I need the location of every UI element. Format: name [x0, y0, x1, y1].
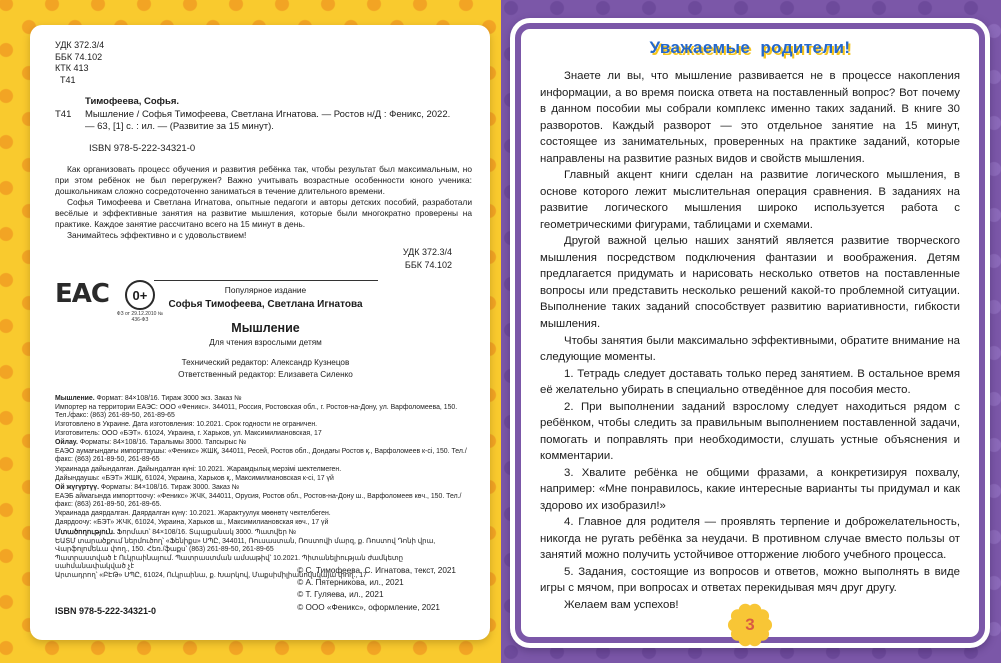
imprint-line-text: Форматы: 84×108/16. Таралымы 3000. Тапсырыс №	[77, 439, 247, 447]
isbn-bottom: ISBN 978-5-222-34321-0	[55, 606, 157, 616]
imprint-page	[30, 25, 490, 640]
classification-code: КТК 413	[55, 63, 89, 74]
author-heading: Тимофеева, Софья.	[85, 95, 180, 107]
annotation-paragraph: Как организовать процесс обучения и развития ребёнка так, чтобы результат был максимальным, но при этом ребёнок не был перегружен? Важно учитывать возрастные особенности юного ученика: дошкольникам сложно сосредоточенно заниматься в течение длительного времени.	[55, 164, 472, 197]
imprint-line	[55, 430, 470, 438]
eac-mark: ЕАС	[55, 279, 109, 309]
copyright-block	[297, 565, 456, 614]
technical-editor: Технический редактор: Александр Кузнецов	[181, 357, 350, 367]
bbk-code: ББК 74.102	[404, 260, 452, 271]
annotation-paragraph: Софья Тимофеева и Светлана Игнатова, опытные педагоги и авторы детских пособий, разработали весёлые и эффективные занятия на развитие мышления, которые были многократно проверены на практике. Каждое занятие рассчитано всего на 15 минут в день.	[55, 197, 472, 230]
classification-codes	[55, 40, 476, 87]
imprint-line-text: ЕАЭО аумағындағы импорттаушы: «Феникс» ЖШҚ, 344011, Ресей, Ростов обл., Дондағы Ростов қ., Варфоломеев к-сі, 150. Тел./факс: (863) 261-89-50, 261-89-65	[55, 448, 467, 464]
classification-code: УДК 372.3/4	[55, 40, 105, 50]
imprint-line	[55, 448, 470, 464]
certification-marks	[55, 280, 164, 324]
imprint-line	[55, 439, 470, 447]
imprint-line-lead: Мышление.	[55, 394, 95, 402]
authors-line: Софья Тимофеева, Светлана Игнатова	[168, 298, 363, 310]
imprint-line	[55, 404, 470, 420]
age-rating-mark: 0+	[125, 280, 155, 310]
intro-paragraph: 1. Тетрадь следует доставать только перед занятием. В остальное время её желательно убирать в специально отведённое для пособия место.	[540, 367, 960, 397]
annotation-paragraph: Занимайтесь эффективно и с удовольствием!	[67, 229, 247, 240]
imprint-line-text: Изготовлено в Украине. Дата изготовления: 10.2021. Срок годности не ограничен.	[55, 420, 318, 428]
imprint-line-text: Украинада дайындалған. Дайындалған күні: 10.2021. Жарамдылық мерзімі шектелмеген.	[55, 465, 342, 473]
intro-content	[540, 34, 960, 612]
entry-code: Т41	[55, 108, 72, 120]
intro-paragraph: Знаете ли вы, что мышление развивается не в процессе накопления информации, а во время поиска ответа на поставленный вопрос? Вот почему в данном пособии мы собрали комплекс именно таких заданий. В книге 30 разворотов. Каждый разворот — это отдельное занятие на 15 минут, состоящее из занимательных, проверенных на практике заданий, которые направлены на развитие разных видов и свойств мышления.	[540, 70, 960, 165]
imprint-line-text: Формат: 84×108/16. Тираж 3000 экз. Заказ №	[94, 394, 242, 402]
age-rating-block	[116, 280, 164, 324]
imprint-line-text: Импортер на территории ЕАЭС: ООО «Феникс». 344011, Россия, Ростовская обл., г. Ростов-на-Дону, ул. Варфоломеева, 150. Тел./факс: (863) 261-89-50, 261-89-65	[55, 403, 458, 419]
intro-paragraph: Другой важной целью наших занятий является развитие творческого мышления посредством подключения фантазии и воображения. Детям предлагается придумать и нарисовать несколько ответов на поставленные вопросы или представить несколько решений какой-то проблемной ситуации. Выполнение таких заданий способствует развитию вариативности, гибкости мышления.	[540, 235, 960, 330]
imprint-line-text: Արտադրող՝ «ԲԷԹ» ՍՊԸ, 61024, Ուկրաինա, ք. Խարկով, Մաքսիմիլիանովսկայա փող., 17	[55, 572, 367, 580]
intro-page	[510, 18, 990, 648]
imprint-line	[55, 475, 470, 483]
imprint-line-text: Украинада даярдалган. Даярдалган күнү: 10.2021. Жарактуулук мөөнөтү чектелбеген.	[55, 510, 331, 518]
responsible-editor: Ответственный редактор: Елизавета Силенко	[178, 369, 353, 379]
intro-paragraph: 5. Задания, состоящие из вопросов и ответов, можно выполнять в виде игры с мячом, при вопросах и ответах перекидывая мяч друг другу.	[540, 565, 960, 595]
imprint-line-text: Форматы: 84×108/16. Тираж 3000. Заказ №	[99, 483, 240, 491]
imprint-line-text: Даярдоочу: «БЭТ» ЖЧК, 61024, Украина, Харьков ш., Максимилиановская көч., 17 үй	[55, 519, 329, 527]
edition-type: Популярное издание	[224, 284, 307, 295]
imprint-line	[55, 538, 470, 554]
intro-paragraph: 2. При выполнении заданий взрослому следует находиться рядом с ребёнком, чтобы следить за правильным выполнением поставленной задачи, помогать и поправлять при необходимости, слушать устные объяснения и комментарии.	[540, 400, 960, 463]
imprint-line	[55, 493, 470, 509]
imprint-line-text: ЕАЭБ аймагында импорттоочу: «Феникс» ЖЧК, 344011, Орусия, Ростов обл., Ростов-на-Дону ш., Варфоломеев көч., 150. Тел./факс: (863) 261-89-50, 261-89-65.	[55, 493, 462, 509]
imprint-line	[55, 519, 470, 527]
intro-paragraph: Чтобы занятия были максимально эффективными, обратите внимание на следующие моменты.	[540, 334, 960, 364]
imprint-block	[55, 395, 476, 581]
age-law-text: ФЗ от 29.12.2010 № 436-ФЗ	[116, 311, 164, 324]
page-number: 3	[745, 615, 755, 634]
udk-bbk-right	[55, 246, 476, 273]
entry-text: Мышление / Софья Тимофеева, Светлана Игнатова. — Ростов н/Д : Феникс, 2022. — 63, [1] с. : ил. — (Развитие за 15 минут).	[85, 108, 451, 133]
classification-code: ББК 74.102	[55, 51, 103, 62]
annotation-block	[55, 164, 476, 240]
copyright-line: © С. Тимофеева, С. Игнатова, текст, 2021	[297, 565, 456, 575]
imprint-line	[55, 529, 470, 537]
copyright-line: © Т. Гуляева, ил., 2021	[297, 590, 384, 600]
classification-code: Т41	[60, 75, 76, 86]
copyright-line: © А. Пятерникова, ил., 2021	[297, 578, 404, 588]
imprint-line-text: Дайындаушы: «БЭТ» ЖШҚ, 61024, Украина, Харьков қ., Максимилиановская к-сі, 17 үй	[55, 474, 334, 482]
imprint-line	[55, 421, 470, 429]
imprint-line	[55, 510, 470, 518]
isbn-top: ISBN 978-5-222-34321-0	[89, 143, 196, 155]
divider-line	[154, 280, 378, 281]
book-title: Мышление	[231, 320, 300, 335]
intro-paragraph: 4. Главное для родителя — проявлять терпение и доброжелательность, никогда не ругать ребёнка за неудачи. В противном случае вместо пользы от занятий можно получить устойчивое отторжение любого учебного процесса.	[540, 516, 960, 562]
udk-code: УДК 372.3/4	[402, 246, 452, 257]
intro-paragraph: Желаем вам успехов!	[564, 599, 679, 611]
bibliographic-entry	[55, 109, 455, 134]
imprint-line	[55, 395, 470, 403]
intro-paragraph: 3. Хвалите ребёнка не общими фразами, а конкретизируя похвалу, например: «Мне понравилось, какие интересные варианты ты придумал и как здорово их изобразил!»	[540, 466, 960, 512]
imprint-line-lead: Ойлау.	[55, 439, 78, 447]
imprint-line-lead: Մտածողություն.	[55, 528, 115, 536]
intro-paragraphs	[540, 68, 960, 612]
intro-paragraph: Главный акцент книги сделан на развитие логического мышления, в основе которого лежит мыслительная операция сравнения. В заданиях на развитие логического мышления широко используется работа с геометрическими фигурами, таблицами и схемами.	[540, 169, 960, 231]
imprint-line-text: Ֆորմատ՝ 84×108/16. Տպաքանակ 3000. Պատվեր №	[114, 528, 297, 536]
imprint-line-text: Изготовитель: ООО «БЭТ». 61024, Украина, г. Харьков, ул. Максимилиановская, 17	[55, 430, 322, 438]
editors-block	[55, 357, 476, 381]
page-number-badge	[727, 602, 773, 648]
imprint-line	[55, 484, 470, 492]
imprint-line-lead: Ой жүгүртүү.	[55, 483, 100, 491]
copyright-line: © ООО «Феникс», оформление, 2021	[297, 602, 440, 612]
imprint-line-text: ԵԱՏՄ տարածքում ներմուծող՝ «Ֆենիքս» ՍՊԸ, 344011, Ռուսաստան, Ռոստովի մարզ, ք. Ռոստով Դոնի վրա, Վարֆոլոմեևա փող., 150. Հեռ./ֆաքս՝ (863) 261-89-50, 261-89-65	[55, 537, 436, 553]
imprint-line	[55, 466, 470, 474]
book-subtitle: Для чтения взрослыми детям	[209, 338, 322, 348]
imprint-line-text: Պատրաստված է Ուկրաինայում. Պատրաստման ամսաթիվ՝ 10.2021. Պիտանելիության ժամկետը սահմանափակված չէ	[55, 555, 403, 571]
page-title: Уважаемые родители!	[649, 38, 851, 57]
